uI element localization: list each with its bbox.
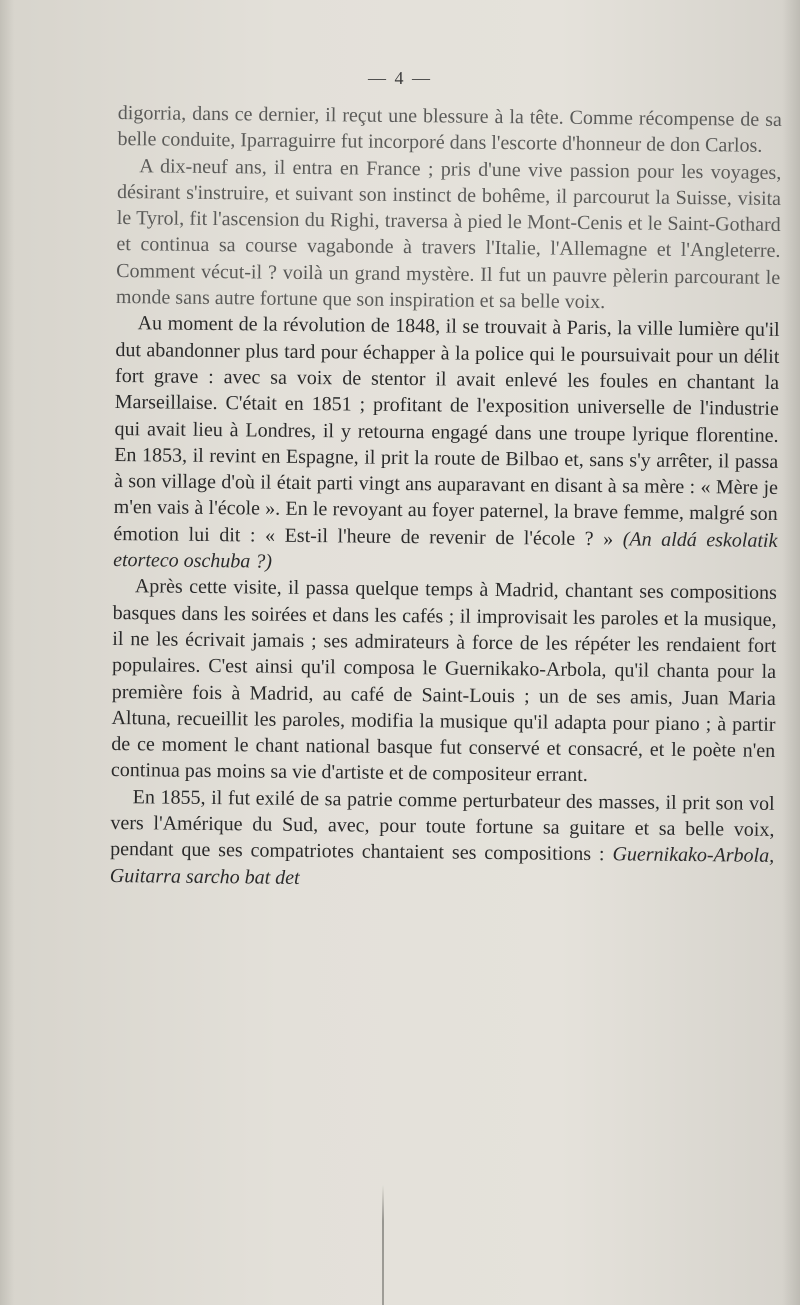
paragraph-2: A dix-neuf ans, il entra en France ; pris d'une vive passion pour les voyages, désirant s'instruire, et suivant son instinct de bohême, il parcourut la Suisse, visita le Tyrol, fit l'ascension du Righi, traversa à pied le Mont-Cenis et le Saint-Gothard et continua sa course vagabonde à travers l'Italie, l'Allemagne et l'Angleterre. Comment vécut-il ? voilà un grand mystère. Il fut un pauvre pèlerin parcourant le monde sans autre fortune que son inspiration et sa belle voix. <box>115 154 782 314</box>
paragraph-5 <box>110 784 775 896</box>
paragraph-3-text: Au moment de la révolution de 1848, il se trouvait à Paris, la ville lumière qu'il dut abandonner plus tard pour échapper à la police qui le poursuivait pour un délit fort grave : avec sa voix de stentor il avait enlevé les foules en chantant la Marseillaise. C'était en 1851 ; profitant de l'exposition universelle de l'industrie qui avait lieu à Londres, il y retourna engagé dans une troupe lyrique florentine. En 1853, il revint en Espagne, il prit la route de Bilbao et, sans s'y arrêter, il passa à son village d'où il était parti vingt ans auparavant en disant à sa mère : « Mère je m'en vais à l'école ». En le revoyant au foyer paternel, la brave femme, malgré son émotion lui dit : « Est-il l'heure de revenir de l'école ? » <box>113 312 780 550</box>
paragraph-3 <box>113 310 780 580</box>
page-number: — 4 — <box>368 68 432 88</box>
page-shadow-left <box>0 0 14 1305</box>
paragraph-1: digorria, dans ce dernier, il reçut une blessure à la tête. Comme récompense de sa belle conduite, Iparraguirre fut incorporé dans l'escorte d'honneur de don Carlos. <box>117 101 782 158</box>
page-shadow-right <box>782 0 800 1305</box>
paragraph-5-text: En 1855, il fut exilé de sa patrie comme perturbateur des masses, il prit son vol vers l'Amérique du Sud, avec, pour toute fortune sa guitare et sa belle voix, pendant que ses compatriotes chantaient ses compositions : <box>110 785 775 866</box>
basque-quote: (An aldá eskolatik etorteco oschuba ?) <box>113 528 778 573</box>
paragraph-4: Après cette visite, il passa quelque temps à Madrid, chantant ses compositions basques dans les soirées et dans les cafés ; il improvisait les paroles et la musique, il ne les écrivait jamais ; ses admirateurs à force de les répéter les rendaient fort populaires. C'est ainsi qu'il composa le Guernikako-Arbola, qu'il chanta pour la première fois à Madrid, au café de Saint-Louis ; un de ses amis, Juan Maria Altuna, recueillit les paroles, modifia la musique qu'il adapta pour piano ; à partir de ce moment le chant national basque fut conservé et consacré, et le poète n'en continua pas moins sa vie d'artiste et de compositeur errant. <box>110 575 777 787</box>
song-titles: Guernikako-Arbola, Guitarra sarcho bat det <box>109 843 775 889</box>
body-text <box>110 100 782 896</box>
binding-crease <box>382 1185 384 1305</box>
